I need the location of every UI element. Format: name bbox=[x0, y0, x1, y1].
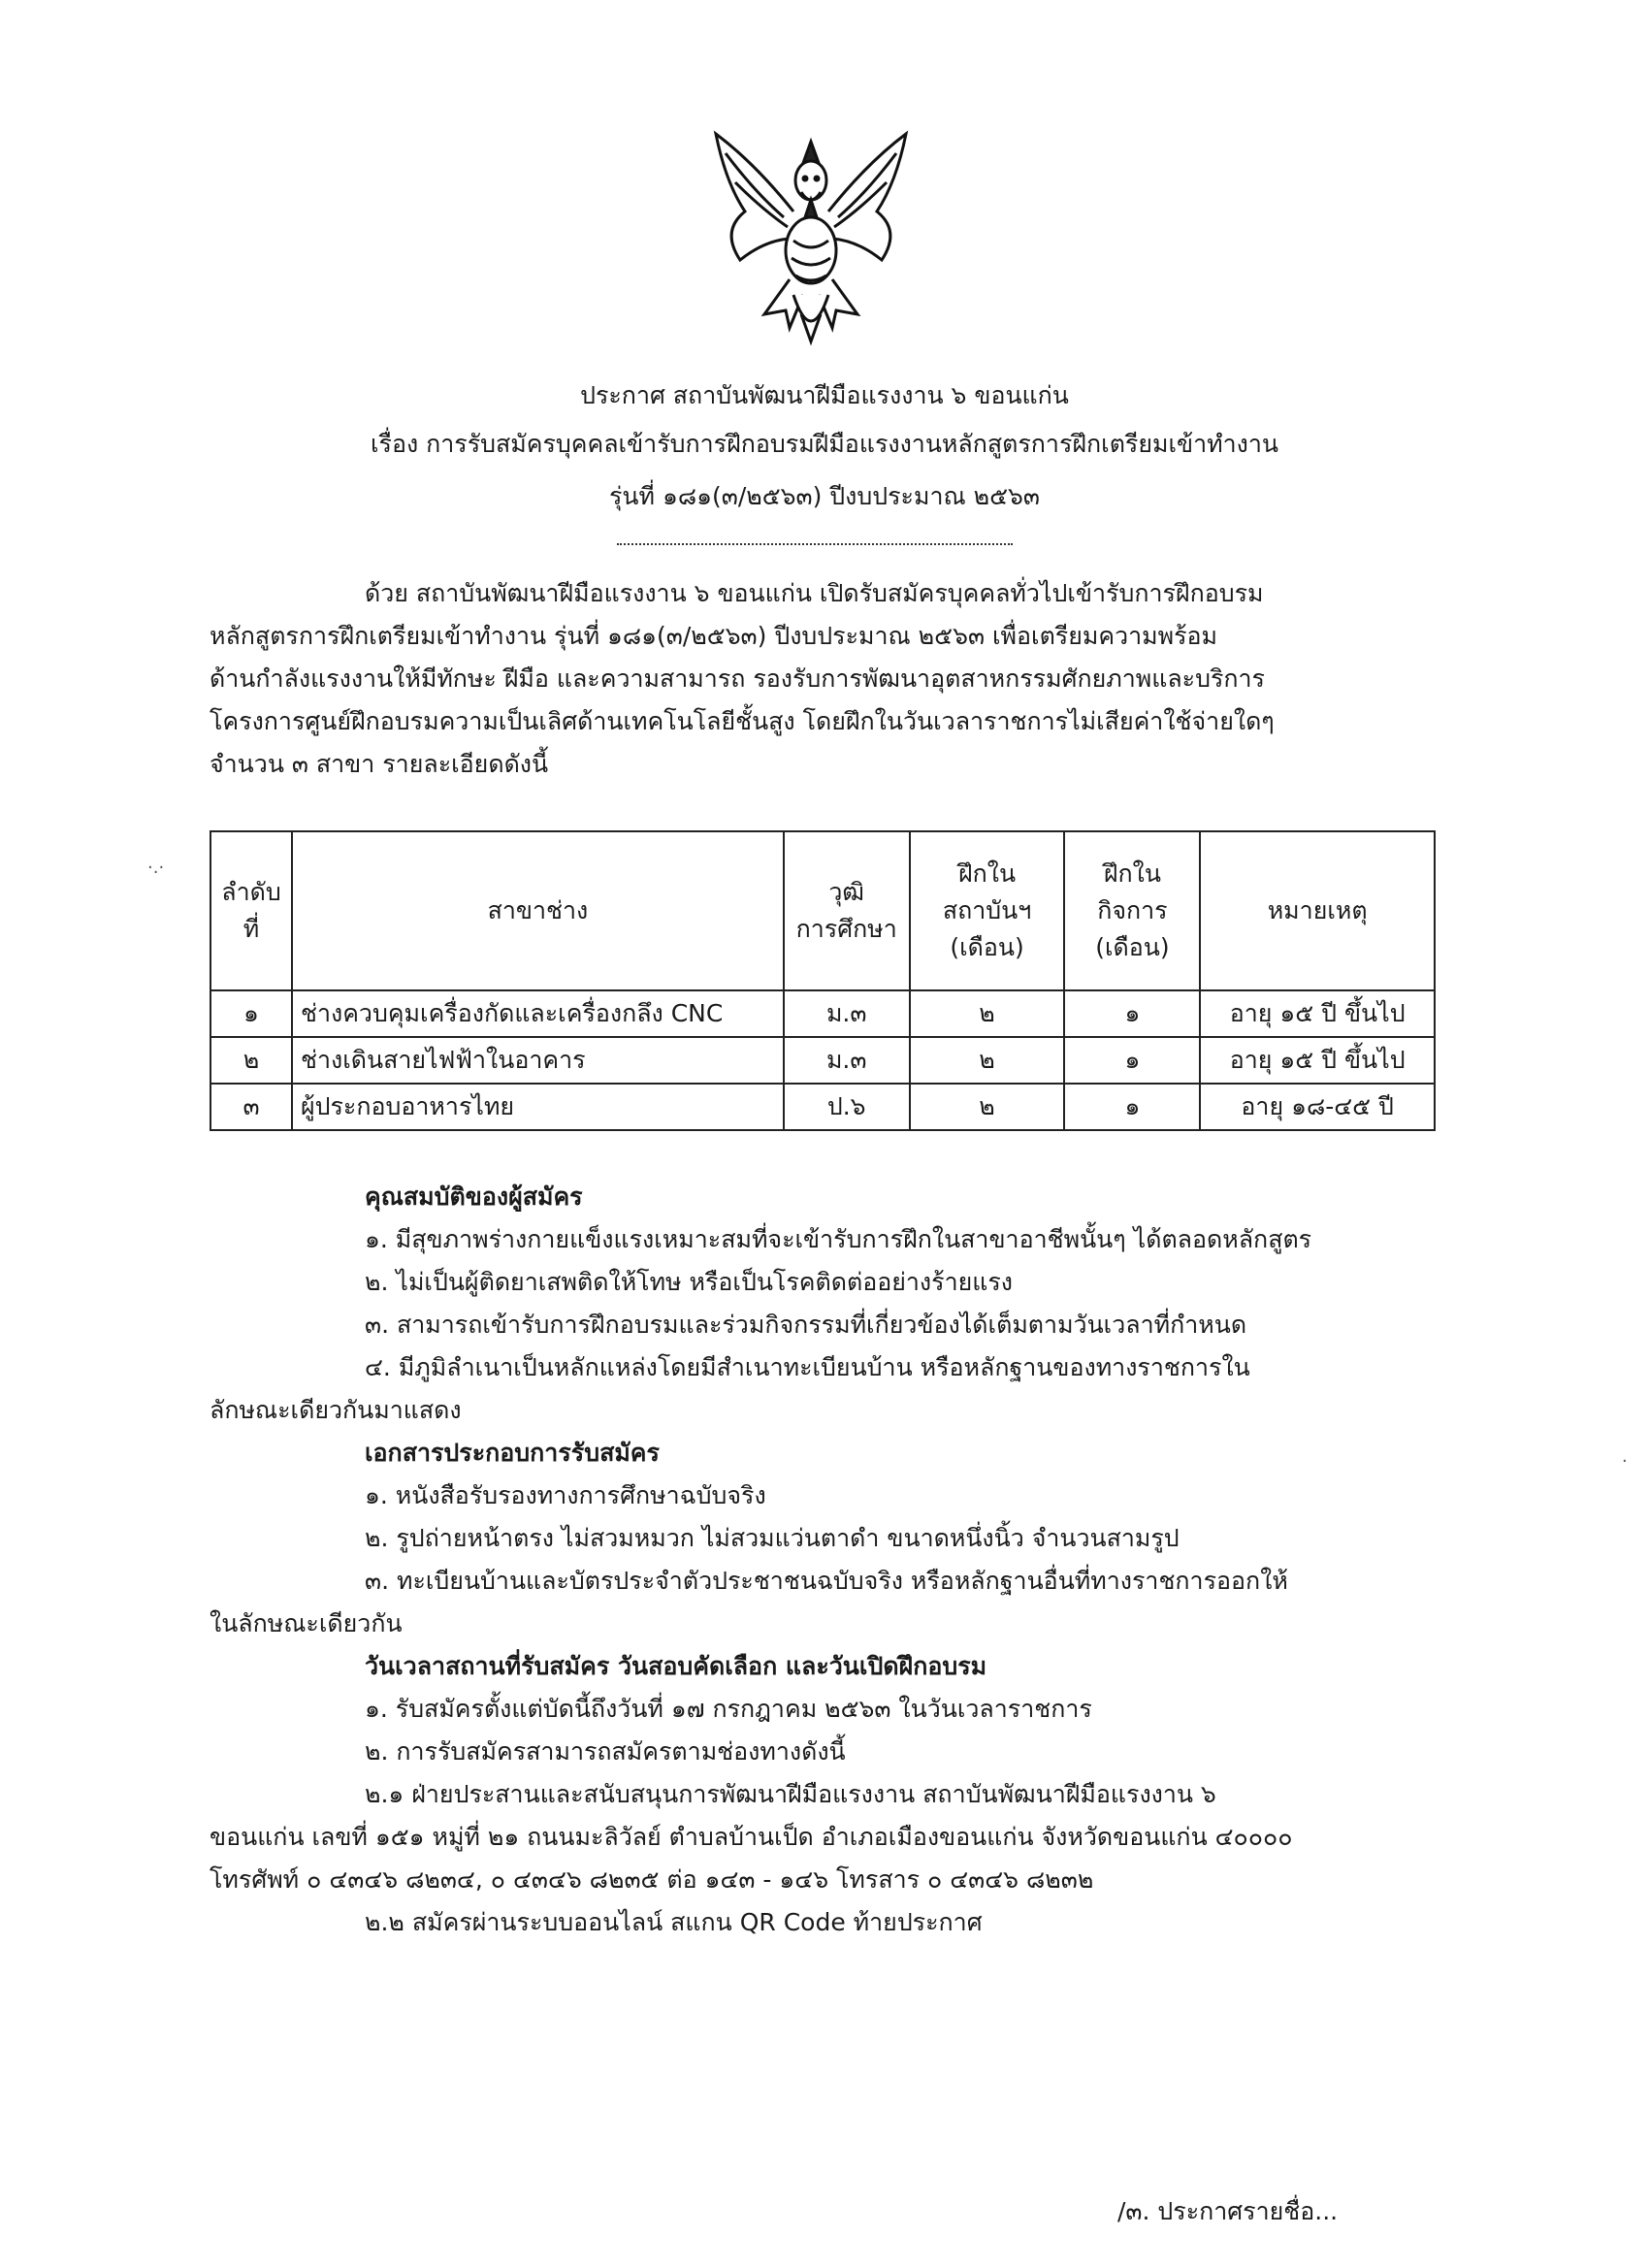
cell-enterprise-months: ๑ bbox=[1064, 1037, 1200, 1084]
schedule-heading: วันเวลาสถานที่รับสมัคร วันสอบคัดเลือก และวันเปิดฝึกอบรม bbox=[365, 1652, 987, 1680]
branches-table bbox=[210, 830, 1436, 1131]
cell-institute-months: ๒ bbox=[910, 1037, 1065, 1084]
list-item: ๒. รูปถ่ายหน้าตรง ไม่สวมหมวก ไม่สวมแว่นตาดำ ขนาดหนึ่งนิ้ว จำนวนสามรูป bbox=[365, 1524, 1180, 1552]
announcement-batch: รุ่นที่ ๑๘๑(๓/๒๕๖๓) ปีงบประมาณ ๒๕๖๓ bbox=[609, 482, 1040, 510]
documents-heading: เอกสารประกอบการรับสมัคร bbox=[365, 1439, 660, 1467]
intro-line: ด้วย สถาบันพัฒนาฝีมือแรงงาน ๖ ขอนแก่น เปิดรับสมัครบุคคลทั่วไปเข้ารับการฝึกอบรม bbox=[365, 579, 1264, 607]
table-header-row bbox=[210, 831, 1435, 990]
list-item-continuation: ขอนแก่น เลขที่ ๑๕๑ หมู่ที่ ๒๑ ถนนมะลิวัลย์ ตำบลบ้านเป็ด อำเภอเมืองขอนแก่น จังหวัดขอนแก่น ๔๐๐๐๐ bbox=[210, 1823, 1293, 1851]
col-header-education: วุฒิ การศึกษา bbox=[784, 831, 910, 990]
qualifications-heading: คุณสมบัติของผู้สมัคร bbox=[365, 1183, 583, 1211]
cell-no: ๓ bbox=[210, 1084, 292, 1130]
col-header-institute-months: ฝึกใน สถาบันฯ (เดือน) bbox=[910, 831, 1065, 990]
cell-remark: อายุ ๑๘-๔๕ ปี bbox=[1200, 1084, 1435, 1130]
cell-institute-months: ๒ bbox=[910, 990, 1065, 1037]
cell-institute-months: ๒ bbox=[910, 1084, 1065, 1130]
body-sections bbox=[210, 1176, 1439, 1944]
list-item-continuation: โทรศัพท์ ๐ ๔๓๔๖ ๘๒๓๔, ๐ ๔๓๔๖ ๘๒๓๕ ต่อ ๑๔๓ - ๑๔๖ โทรสาร ๐ ๔๓๔๖ ๘๒๓๒ bbox=[210, 1865, 1094, 1894]
list-item: ๒. ไม่เป็นผู้ติดยาเสพติดให้โทษ หรือเป็นโรคติดต่ออย่างร้ายแรง bbox=[365, 1268, 1014, 1296]
cell-no: ๒ bbox=[210, 1037, 292, 1084]
cell-no: ๑ bbox=[210, 990, 292, 1037]
cell-remark: อายุ ๑๕ ปี ขึ้นไป bbox=[1200, 990, 1435, 1037]
list-item: ๒.๑ ฝ่ายประสานและสนับสนุนการพัฒนาฝีมือแรงงาน สถาบันพัฒนาฝีมือแรงงาน ๖ bbox=[365, 1780, 1216, 1808]
cell-education: ป.๖ bbox=[784, 1084, 910, 1130]
table-row bbox=[210, 1084, 1435, 1130]
continuation-note: /๓. ประกาศรายชื่อ... bbox=[1117, 2197, 1339, 2225]
intro-paragraph bbox=[210, 572, 1439, 786]
list-item: ๑. มีสุขภาพร่างกายแข็งแรงเหมาะสมที่จะเข้ารับการฝึกในสาขาอาชีพนั้นๆ ได้ตลอดหลักสูตร bbox=[365, 1225, 1312, 1253]
table-row bbox=[210, 990, 1435, 1037]
list-item: ๑. หนังสือรับรองทางการศึกษาฉบับจริง bbox=[365, 1481, 766, 1509]
cell-branch: ช่างเดินสายไฟฟ้าในอาคาร bbox=[292, 1037, 784, 1084]
list-item: ๓. ทะเบียนบ้านและบัตรประจำตัวประชาชนฉบับจริง หรือหลักฐานอื่นที่ทางราชการออกให้ bbox=[365, 1567, 1288, 1595]
list-item: ๑. รับสมัครตั้งแต่บัดนี้ถึงวันที่ ๑๗ กรกฎาคม ๒๕๖๓ ในวันเวลาราชการ bbox=[365, 1695, 1092, 1723]
col-header-no: ลำดับ ที่ bbox=[210, 831, 292, 990]
garuda-emblem-icon bbox=[696, 124, 925, 353]
scan-speck: ·.· bbox=[147, 858, 165, 878]
table-row bbox=[210, 1037, 1435, 1084]
cell-branch: ผู้ประกอบอาหารไทย bbox=[292, 1084, 784, 1130]
col-header-branch: สาขาช่าง bbox=[292, 831, 784, 990]
announcement-title: ประกาศ สถาบันพัฒนาฝีมือแรงงาน ๖ ขอนแก่น bbox=[580, 381, 1069, 409]
col-header-remark: หมายเหตุ bbox=[1200, 831, 1435, 990]
intro-line: จำนวน ๓ สาขา รายละเอียดดังนี้ bbox=[210, 750, 549, 778]
cell-education: ม.๓ bbox=[784, 1037, 910, 1084]
cell-remark: อายุ ๑๕ ปี ขึ้นไป bbox=[1200, 1037, 1435, 1084]
list-item: ๔. มีภูมิลำเนาเป็นหลักแหล่งโดยมีสำเนาทะเบียนบ้าน หรือหลักฐานของทางราชการใน bbox=[365, 1353, 1250, 1381]
cell-branch: ช่างควบคุมเครื่องกัดและเครื่องกลึง CNC bbox=[292, 990, 784, 1037]
intro-line: โครงการศูนย์ฝึกอบรมความเป็นเลิศด้านเทคโนโลยีชั้นสูง โดยฝึกในวันเวลาราชการไม่เสียค่าใช้จ่ายใดๆ bbox=[210, 707, 1275, 735]
list-item-continuation: ในลักษณะเดียวกัน bbox=[210, 1609, 403, 1637]
list-item: ๒.๒ สมัครผ่านระบบออนไลน์ สแกน QR Code ท้ายประกาศ bbox=[365, 1908, 983, 1936]
cell-education: ม.๓ bbox=[784, 990, 910, 1037]
list-item-continuation: ลักษณะเดียวกันมาแสดง bbox=[210, 1396, 462, 1424]
cell-enterprise-months: ๑ bbox=[1064, 990, 1200, 1037]
intro-line: หลักสูตรการฝึกเตรียมเข้าทำงาน รุ่นที่ ๑๘๑(๓/๒๕๖๓) ปีงบประมาณ ๒๕๖๓ เพื่อเตรียมความพร้อม bbox=[210, 622, 1218, 650]
cell-enterprise-months: ๑ bbox=[1064, 1084, 1200, 1130]
title-divider bbox=[617, 543, 1013, 545]
list-item: ๒. การรับสมัครสามารถสมัครตามช่องทางดังนี้ bbox=[365, 1737, 846, 1766]
list-item: ๓. สามารถเข้ารับการฝึกอบรมและร่วมกิจกรรมที่เกี่ยวข้องได้เต็มตามวันเวลาที่กำหนด bbox=[365, 1311, 1247, 1339]
col-header-enterprise-months: ฝึกใน กิจการ (เดือน) bbox=[1064, 831, 1200, 990]
scan-speck: · bbox=[1622, 1451, 1628, 1472]
announcement-subject: เรื่อง การรับสมัครบุคคลเข้ารับการฝึกอบรมฝีมือแรงงานหลักสูตรการฝึกเตรียมเข้าทำงาน bbox=[370, 430, 1279, 458]
intro-line: ด้านกำลังแรงงานให้มีทักษะ ฝีมือ และความสามารถ รองรับการพัฒนาอุตสาหกรรมศักยภาพและบริการ bbox=[210, 664, 1265, 693]
